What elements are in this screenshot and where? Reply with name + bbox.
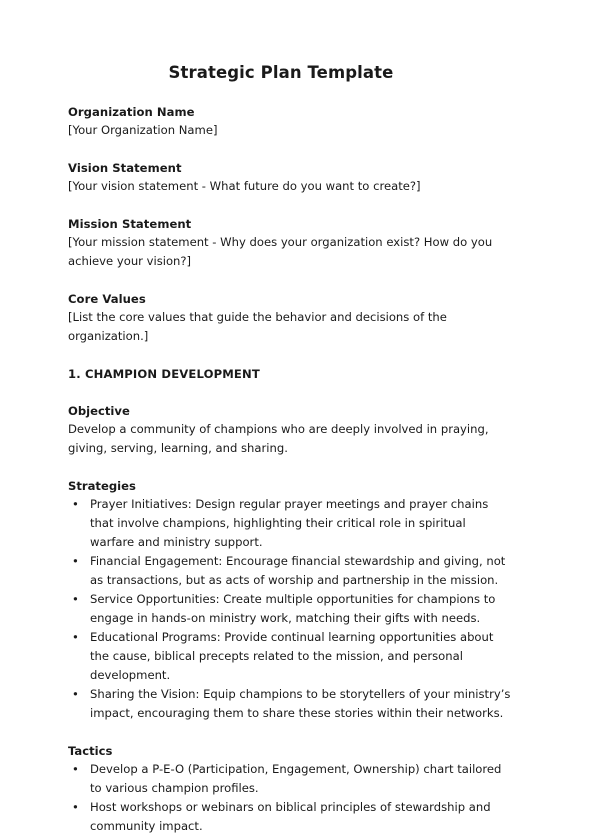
section-champion-development (68, 366, 512, 383)
bullet-icon: • (72, 554, 79, 568)
field-vision-statement (68, 160, 512, 196)
objective-text: Develop a community of champions who are deeply involved in praying, giving, serving, learning, and sharing. (68, 422, 489, 455)
list-item-text: Develop a P-E-O (Participation, Engagement, Ownership) chart tailored to various champion profiles. (90, 762, 502, 795)
bullet-icon: • (72, 687, 79, 701)
bullet-icon: • (72, 762, 79, 776)
list-item (68, 628, 512, 685)
field-label: Organization Name (68, 105, 195, 119)
field-label: Core Values (68, 292, 146, 306)
list-item-text: Educational Programs: Provide continual learning opportunities about the cause, biblical precepts related to the mission, and personal development. (90, 630, 494, 682)
field-value: [Your mission statement - Why does your organization exist? How do you achieve your vision?] (68, 235, 493, 268)
subsection-label: Objective (68, 404, 130, 418)
list-item-text: Sharing the Vision: Equip champions to be storytellers of your ministry’s impact, encouraging them to share these stories within their networks. (90, 687, 511, 720)
field-core-values (68, 291, 512, 346)
list-item (68, 590, 512, 628)
field-value: [Your Organization Name] (68, 123, 218, 137)
list-item (68, 495, 512, 552)
list-item (68, 685, 512, 723)
subsection-objective (68, 403, 512, 458)
field-value: [Your vision statement - What future do you want to create?] (68, 179, 421, 193)
strategies-list (68, 495, 512, 723)
field-organization-name (68, 104, 512, 140)
bullet-icon: • (72, 630, 79, 644)
section-heading: 1. CHAMPION DEVELOPMENT (68, 367, 260, 381)
page-title: Strategic Plan Template (168, 63, 394, 82)
subsection-tactics (68, 743, 512, 836)
subsection-strategies (68, 478, 512, 723)
tactics-list (68, 760, 512, 836)
field-mission-statement (68, 216, 512, 271)
list-item-text: Financial Engagement: Encourage financial stewardship and giving, not as transactions, but as acts of worship and partnership in the mission. (90, 554, 506, 587)
bullet-icon: • (72, 800, 79, 814)
bullet-icon: • (72, 497, 79, 511)
field-label: Vision Statement (68, 161, 182, 175)
list-item-text: Prayer Initiatives: Design regular prayer meetings and prayer chains that involve champions, highlighting their critical role in spiritual warfare and ministry support. (90, 497, 489, 549)
subsection-label: Tactics (68, 744, 113, 758)
field-value: [List the core values that guide the behavior and decisions of the organization.] (68, 310, 447, 343)
list-item-text: Service Opportunities: Create multiple opportunities for champions to engage in hands-on ministry work, matching their gifts with needs. (90, 592, 496, 625)
list-item (68, 552, 512, 590)
list-item-text: Host workshops or webinars on biblical principles of stewardship and community impact. (90, 800, 491, 833)
list-item (68, 798, 512, 836)
field-label: Mission Statement (68, 217, 192, 231)
list-item (68, 760, 512, 798)
bullet-icon: • (72, 592, 79, 606)
subsection-label: Strategies (68, 479, 136, 493)
